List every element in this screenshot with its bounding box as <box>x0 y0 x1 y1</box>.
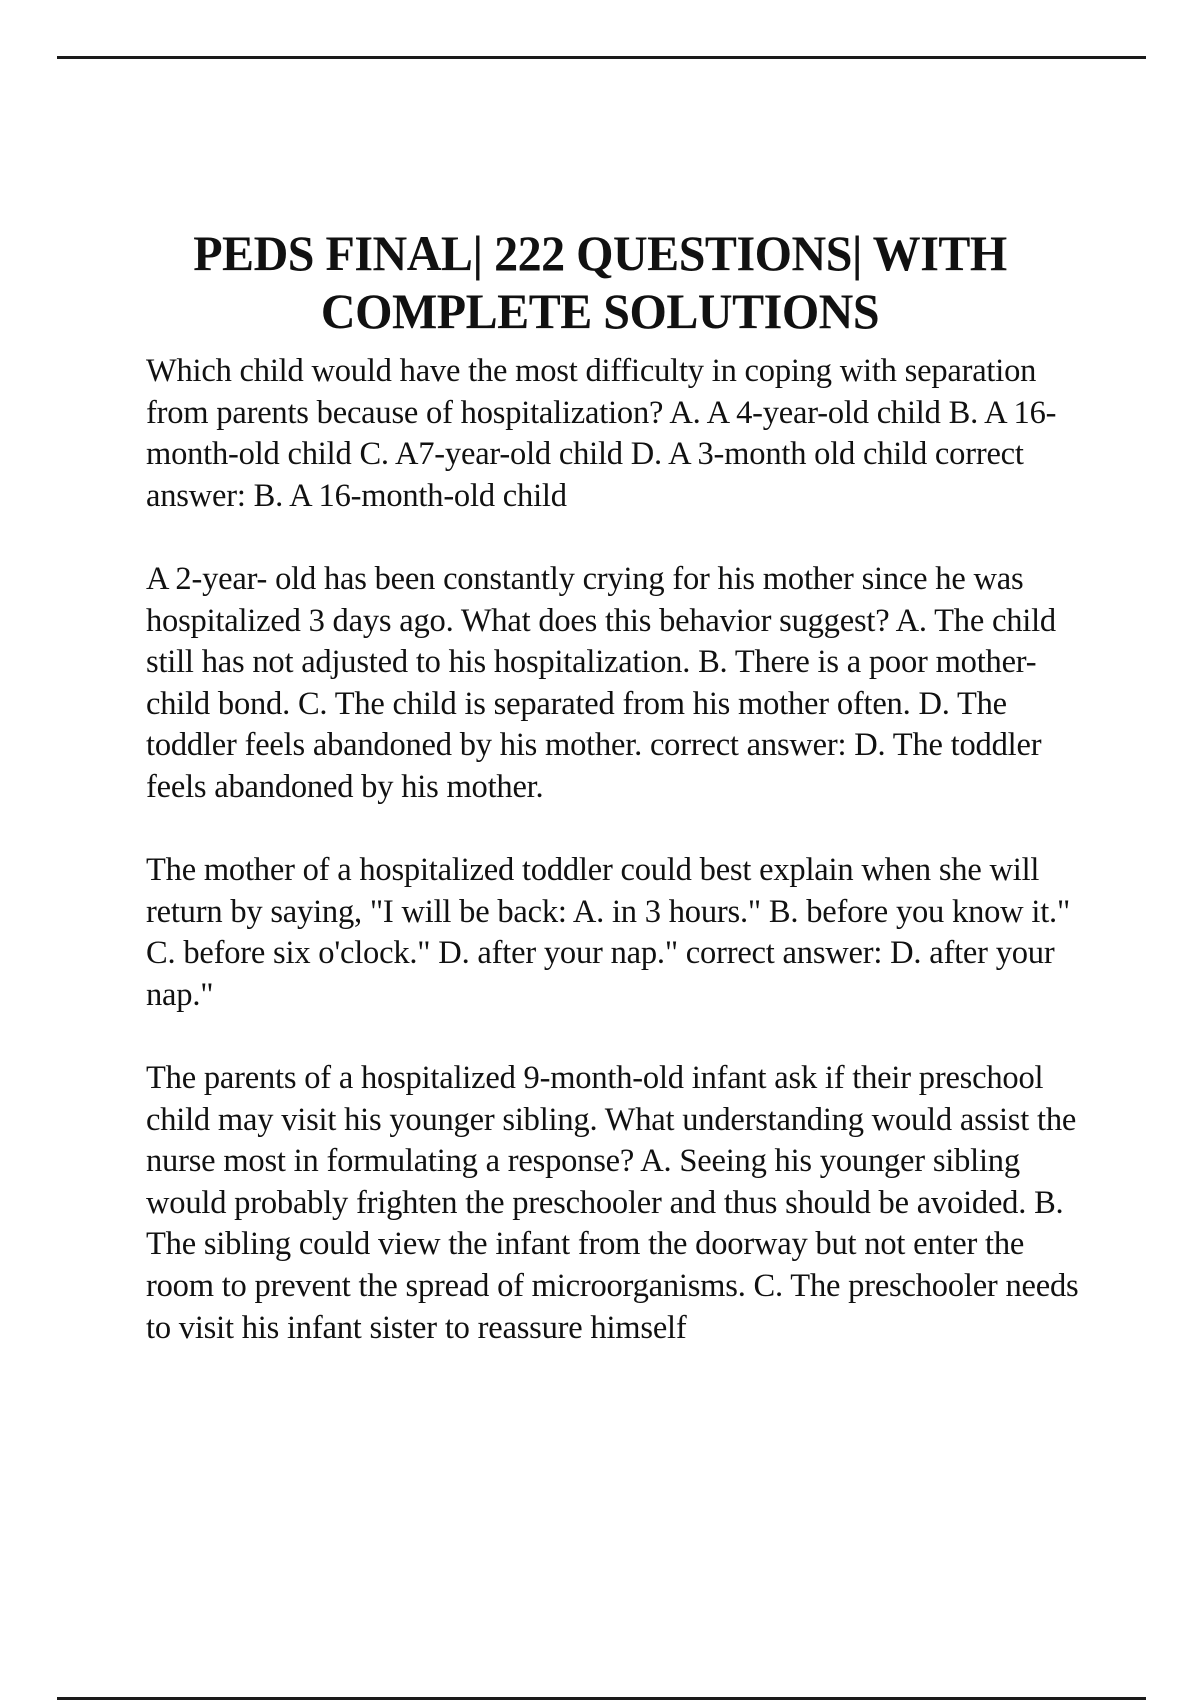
document-title: PEDS FINAL| 222 QUESTIONS| WITH COMPLETE SOLUTIONS <box>193 224 1007 339</box>
question-2: A 2-year- old has been constantly crying for his mother since he was hospitalized 3 days ago. What does this behavior suggest? A. The child still has not adjusted to his hospitalization. B. There is a poor mother-child bond. C. The child is separated from his mother often. D. The toddler feels abandoned by his mother. correct answer: D. The toddler feels abandoned by his mother. <box>146 560 1056 805</box>
question-4: The parents of a hospitalized 9-month-old infant ask if their preschool child may visit his younger sibling. What understanding would assist the nurse most in formulating a response? A. Seeing his younger sibling would probably frighten the preschooler and thus should be avoided. B. The sibling could view the infant from the doorway but not enter the room to prevent the spread of microorganisms. C. The preschooler needs to visit his infant sister to reassure himself <box>146 1060 1079 1346</box>
document-body <box>146 351 1096 1391</box>
header-divider <box>57 56 1146 59</box>
question-3: The mother of a hospitalized toddler could best explain when she will return by saying, "I will be back: A. in 3 hours." B. before you know it." C. before six o'clock." D. after your nap." correct answer: D. after your nap." <box>146 852 1071 1013</box>
question-1: Which child would have the most difficulty in coping with separation from parents because of hospitalization? A. A 4-year-old child B. A 16-month-old child C. A7-year-old child D. A 3-month old child correct answer: B. A 16-month-old child <box>146 353 1057 514</box>
